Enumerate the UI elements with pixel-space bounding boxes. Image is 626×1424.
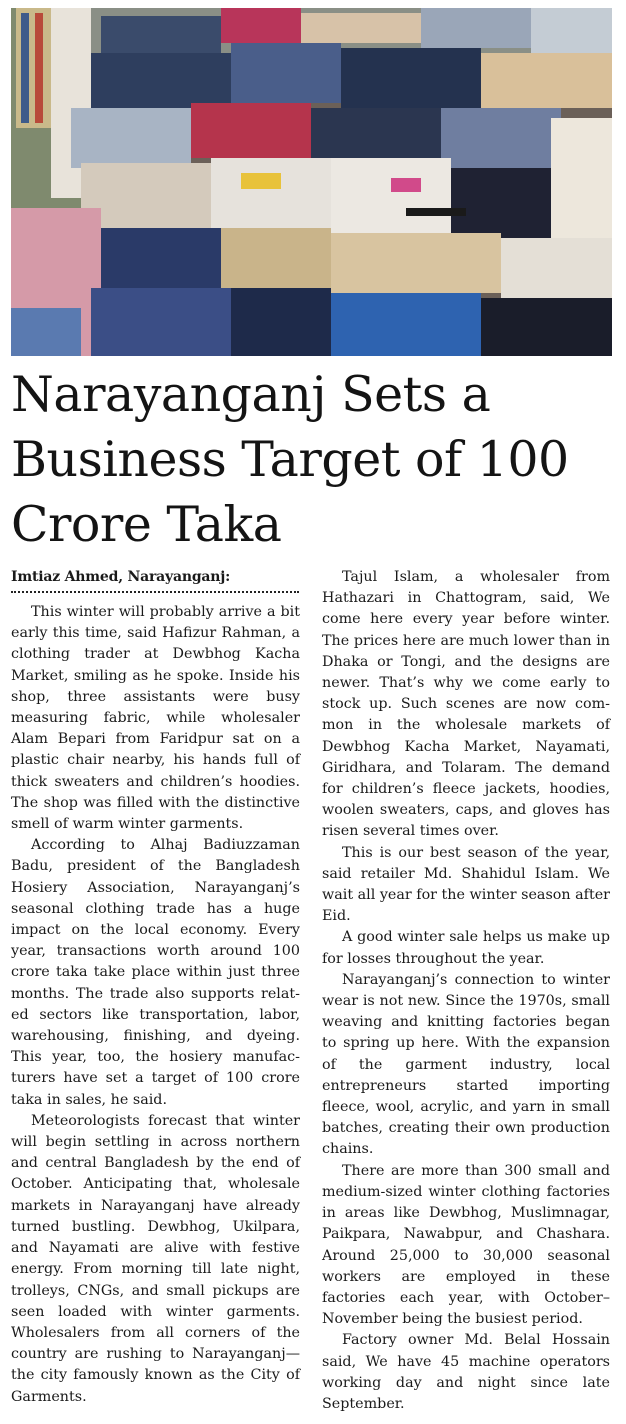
paragraph: Meteorologists forecast that winter will begin settling in across northern and central Bangladesh by the end of October. Anticipating that, wholesale markets in Narayanganj have already turned bustling. Dewbhog, Ukilpara, and Nayamati are alive with festive energy. From morning till late night, trolleys, CNGs, and small pickups are seen loaded with winter garments. Wholesalers from all corners of the country are rushing to Narayanganj—the city famously known as the City of Garments. [11, 1112, 300, 1405]
dotted-divider [11, 591, 299, 593]
headline: Narayanganj Sets a Business Target of 100 Crore Taka [11, 366, 569, 553]
paragraph: This winter will probably arrive a bit early this time, said Hafizur Rahman, a clothing trader at Dewbhog Kacha Market, smiling as he spoke. Inside his shop, three assistants were busy measuring fabric, while wholesaler Alam Bepari from Faridpur sat on a plastic chair nearby, his hands full of thick sweaters and children’s hoodies. The shop was filled with the distinctive smell of warm winter garments. [11, 604, 300, 833]
paragraph: There are more than 300 small and medium-sized winter clothing factories in areas like Dewbhog, Muslimnagar, Paikpara, Nawabpur, and Chashara. Around 25,000 to 30,000 seasonal workers are employed in these factories each year, with October–November being the busiest period. [322, 1162, 610, 1328]
garment-pile-image [11, 8, 612, 356]
paragraph: Narayanganj’s connection to winter wear is not new. Since the 1970s, small weaving and knitting factories began to spring up here. With the expansion of the garment industry, local entrepreneurs started importing fleece, wool, acrylic, and yarn in small batches, creating their own production chains. [322, 971, 610, 1158]
paragraph: Factory owner Md. Belal Hossain said, We have 45 machine operators working day and night since late September. [322, 1332, 610, 1412]
article-photo [11, 8, 612, 356]
paragraph: According to Alhaj Badiuzzaman Badu, president of the Bangladesh Hosiery Association, Narayanganj’s seasonal clothing trade has a huge impact on the local economy. Every year, transactions worth around 100 crore taka take place within just three months. The trade also supports related sectors like transportation, labor, warehousing, finishing, and dyeing. This year, too, the hosiery manufacturers have set a target of 100 crore taka in sales, he said. [11, 837, 300, 1108]
paragraph: Tajul Islam, a wholesaler from Hathazari in Chattogram, said, We come here every year before winter. The prices here are much lower than in Dhaka or Tongi, and the designs are newer. That’s why we come early to stock up. Such scenes are now common in the wholesale markets of Dewbhog Kacha Market, Nayamati, Giridhara, and Tolaram. The demand for children’s fleece jackets, hoodies, woolen sweaters, caps, and gloves has risen several times over. [322, 569, 610, 840]
article-column-left [11, 567, 300, 1408]
byline: Imtiaz Ahmed, Narayanganj: [11, 569, 231, 585]
paragraph: This is our best season of the year, said retailer Md. Shahidul Islam. We wait all year for the winter season after Eid. [322, 844, 610, 925]
paragraph: A good winter sale helps us make up for losses throughout the year. [322, 929, 610, 967]
article-column-right [322, 567, 610, 1415]
